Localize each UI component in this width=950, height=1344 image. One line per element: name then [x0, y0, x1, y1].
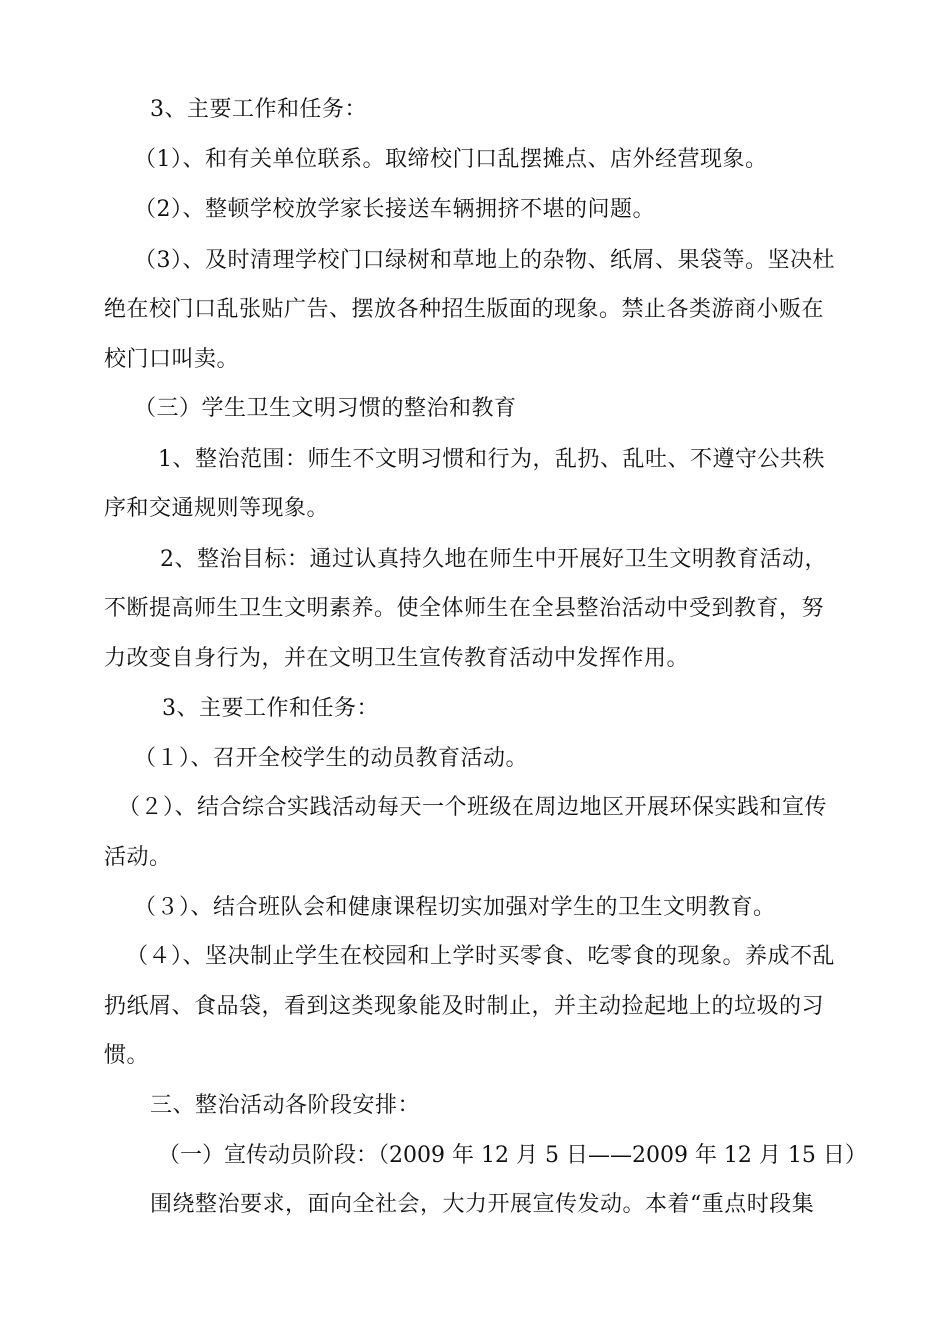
text-line: 不断提高师生卫生文明素养。使全体师生在全县整治活动中受到教育，努: [104, 596, 825, 621]
text-line: （3）、及时清理学校门口绿树和草地上的杂物、纸屑、果袋等。坚决杜: [134, 248, 835, 273]
text-line: （2）、整顿学校放学家长接送车辆拥挤不堪的问题。: [134, 197, 655, 222]
text-line: 校门口叫卖。: [104, 347, 240, 372]
text-line: （1）、和有关单位联系。取缔校门口乱摆摊点、店外经营现象。: [134, 147, 768, 172]
text-line: 2、整治目标：通过认真持久地在师生中开展好卫生文明教育活动，: [160, 547, 827, 572]
text-line: （３）、结合班队会和健康课程切实加强对学生的卫生文明教育。: [134, 895, 776, 920]
text-line: 3、主要工作和任务：: [150, 97, 367, 122]
text-line: （２）、结合综合实践活动每天一个班级在周边地区开展环保实践和宣传: [118, 795, 828, 820]
text-line: 围绕整治要求，面向全社会，大力开展宣传发动。本着“重点时段集: [150, 1192, 815, 1217]
text-line: 3、主要工作和任务：: [162, 696, 379, 721]
text-line: 绝在校门口乱张贴广告、摆放各种招生版面的现象。禁止各类游商小贩在: [104, 297, 825, 322]
text-line: （１）、召开全校学生的动员教育活动。: [134, 746, 529, 771]
section-heading: 三、整治活动各阶段安排：: [150, 1093, 421, 1118]
text-line: （４）、坚决制止学生在校园和上学时买零食、吃零食的现象。养成不乱: [126, 944, 836, 969]
text-line: 序和交通规则等现象。: [104, 496, 330, 521]
text-line: 惯。: [104, 1043, 150, 1068]
section-heading: （三）学生卫生文明习惯的整治和教育: [134, 396, 517, 421]
text-line: 扔纸屑、食品袋，看到这类现象能及时制止，并主动捡起地上的垃圾的习: [104, 994, 825, 1019]
text-line: 活动。: [104, 845, 172, 870]
text-line: 1、整治范围：师生不文明习惯和行为，乱扔、乱吐、不遵守公共秩: [158, 447, 825, 472]
text-line: 力改变自身行为，并在文明卫生宣传教育活动中发挥作用。: [104, 646, 690, 671]
text-line: （一）宣传动员阶段：（2009 年 12 月 5 日——2009 年 12 月 15 日）: [158, 1143, 867, 1168]
